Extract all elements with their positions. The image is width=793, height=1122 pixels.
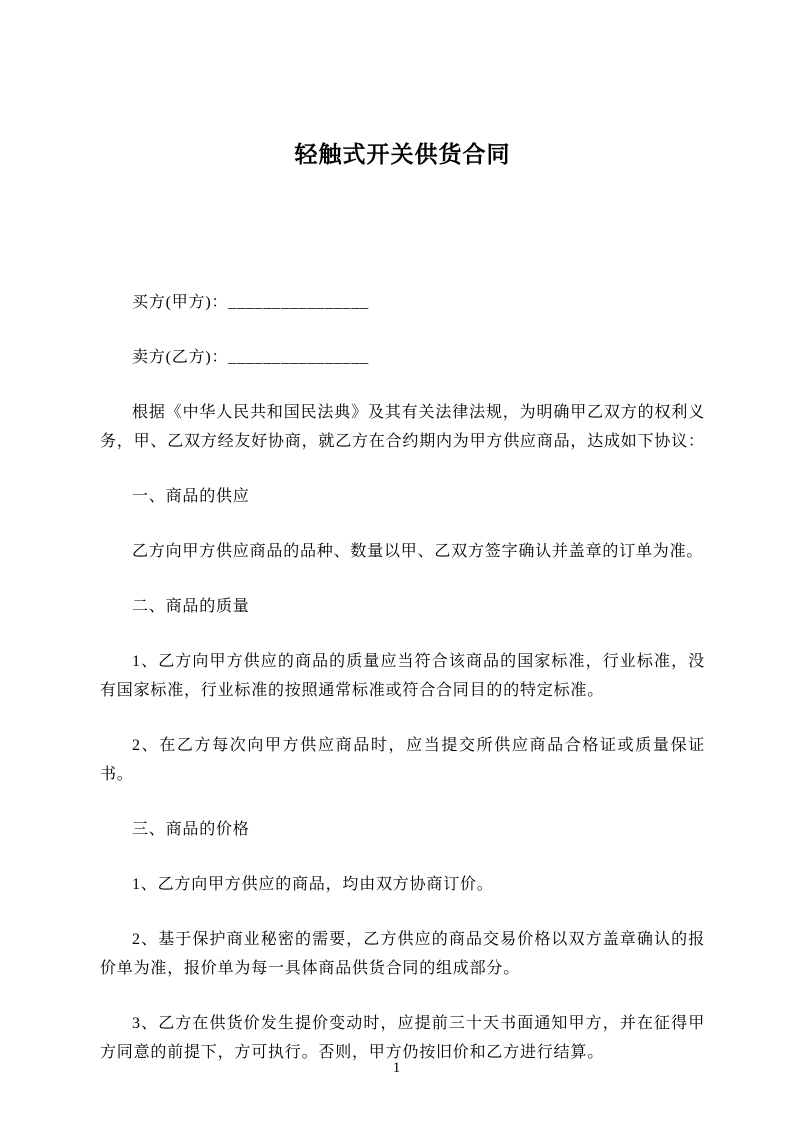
seller-line [100,343,705,372]
section-3-paragraph-2: 2、基于保护商业秘密的需要，乙方供应的商品交易价格以双方盖章确认的报价单为准，报价单为每一具体商品供货合同的组成部分。 [100,931,705,977]
buyer-blank-field: ________________ [228,294,370,311]
seller-label: 卖方(乙方)： [132,349,229,366]
section-heading-3: 三、商品的价格 [132,821,250,838]
section-heading-1: 一、商品的供应 [132,488,250,505]
section-3-paragraph-3: 3、乙方在供货价发生提价变动时，应提前三十天书面通知甲方，并在征得甲方同意的前提下，方可执行。否则，甲方仍按旧价和乙方进行结算。 [100,1015,705,1061]
section-2-paragraph-2: 2、在乙方每次向甲方供应商品时，应当提交所供应商品合格证或质量保证书。 [100,737,705,783]
document-title: 轻触式开关供货合同 [294,142,511,167]
section-heading-2: 二、商品的质量 [132,598,250,615]
section-2-paragraph-1: 1、乙方向甲方供应的商品的质量应当符合该商品的国家标准，行业标准，没有国家标准，行业标准的按照通常标准或符合合同目的的特定标准。 [100,653,705,699]
section-1-paragraph-1: 乙方向甲方供应商品的品种、数量以甲、乙双方签字确认并盖章的订单为准。 [132,543,704,560]
buyer-label: 买方(甲方)： [132,294,229,311]
section-3-paragraph-1: 1、乙方向甲方供应的商品，均由双方协商订价。 [132,876,494,893]
buyer-line [100,288,705,317]
seller-blank-field: ________________ [228,349,370,366]
page-number: 1 [392,1060,401,1076]
intro-paragraph: 根据《中华人民共和国民法典》及其有关法律法规，为明确甲乙双方的权利义务，甲、乙双方经友好协商，就乙方在合约期内为甲方供应商品，达成如下协议： [100,404,705,450]
